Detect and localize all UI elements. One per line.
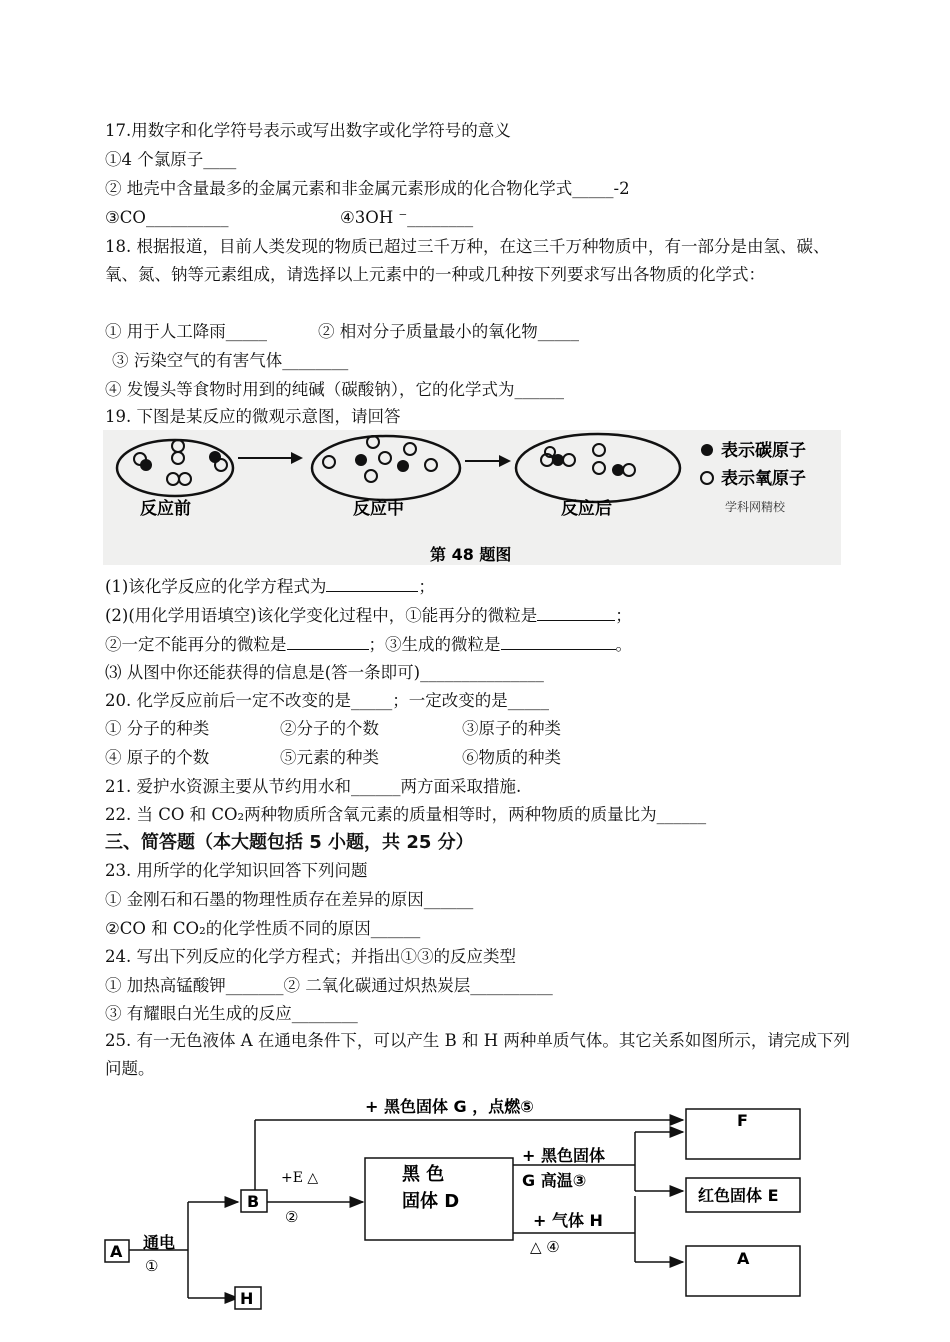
watermark: 学科网精校 [725, 500, 786, 514]
section-3-heading: 三、简答题（本大题包括 5 小题，共 25 分） [105, 832, 474, 853]
q19-title: 19. 下图是某反应的微观示意图，请回答 [105, 407, 401, 426]
box-h-label: H [240, 1289, 254, 1308]
box-f-label: F [737, 1111, 748, 1130]
legend-carbon: 表示碳原子 [721, 441, 806, 461]
label-top: + 黑色固体 G ，点燃⑤ [365, 1097, 534, 1116]
q18-intro: 18. 根据报道，目前人类发现的物质已超过三千万种，在这三千万种物质中，有一部分是由氢、碳、氧、氮、钠等元素组成，请选择以上元素中的一种或几种按下列要求写出各物质的化学式： [105, 237, 830, 284]
label-step2: ② [285, 1208, 299, 1226]
label-gas-h: + 气体 H [533, 1211, 603, 1230]
label-g-high: G 高温③ [522, 1171, 587, 1190]
q20-opt6: ⑥物质的种类 [462, 748, 561, 767]
box-e-label: 红色固体 E [698, 1186, 779, 1205]
q23-title: 23. 用所学的化学知识回答下列问题 [105, 861, 368, 880]
carbon-legend-icon [701, 444, 713, 456]
box-a-left-label: A [110, 1242, 123, 1261]
q18-item1: ① 用于人工降雨_____ [105, 322, 267, 341]
q25-intro: 25. 有一无色液体 A 在通电条件下，可以产生 B 和 H 两种单质气体。其它关系如图所示，请完成下列问题。 [105, 1031, 850, 1078]
q23-item2: ②CO 和 CO₂的化学性质不同的原因______ [105, 919, 421, 938]
oxygen-legend-icon [701, 472, 713, 484]
q17-item4: ④3OH ⁻________ [340, 208, 474, 227]
q17-title: 17.用数字和化学符号表示或写出数字或化学符号的意义 [105, 121, 511, 140]
label-plus-e: +E △ [281, 1170, 319, 1186]
q20-opt2: ②分子的个数 [280, 719, 379, 738]
label-before: 反应前 [140, 499, 191, 519]
box-b-label: B [247, 1192, 260, 1211]
q19-sub1: (1)该化学反应的化学方程式为 ； [105, 577, 435, 596]
q20-opt3: ③原子的种类 [462, 719, 561, 738]
box-d-line2: 固体 D [402, 1191, 460, 1212]
q24-item1: ① 加热高锰酸钾_______② 二氧化碳通过炽热炭层__________ [105, 976, 553, 995]
figure-caption: 第 48 题图 [430, 545, 512, 564]
q19-sub2: (2)(用化学用语填空)该化学变化过程中，①能再分的微粒是 ； [105, 606, 632, 625]
q21: 21. 爱护水资源主要从节约用水和______两方面采取措施. [105, 777, 522, 796]
label-step1: ① [145, 1257, 159, 1275]
q17-item3: ③CO__________ [105, 208, 229, 227]
box-d-line1: 黑 色 [402, 1164, 445, 1185]
flow-diagram [95, 1090, 815, 1330]
reaction-micro-diagram [103, 430, 841, 565]
q20-opt5: ⑤元素的种类 [280, 748, 379, 767]
label-electrolysis: 通电 [143, 1233, 176, 1252]
q19-sub3: ⑶ 从图中你还能获得的信息是(答一条即可)_______________ [105, 663, 544, 682]
label-solid-g: + 黑色固体 [522, 1146, 605, 1165]
box-a-right-label: A [737, 1249, 750, 1268]
q18-item4: ④ 发馒头等食物时用到的纯碱（碳酸钠），它的化学式为______ [105, 380, 564, 399]
q18-item2: ② 相对分子质量最小的氧化物_____ [318, 322, 579, 341]
q24-title: 24. 写出下列反应的化学方程式；并指出①③的反应类型 [105, 947, 516, 966]
q19-sub2b: ②一定不能再分的微粒是 ；③生成的微粒是 。 [105, 635, 632, 654]
label-after: 反应后 [561, 499, 612, 519]
q23-item1: ① 金刚石和石墨的物理性质存在差异的原因______ [105, 890, 474, 909]
q20-title: 20. 化学反应前后一定不改变的是_____；一定改变的是_____ [105, 691, 549, 710]
q17-item2: ② 地壳中含量最多的金属元素和非金属元素形成的化合物化学式_____-2 [105, 179, 630, 198]
q20-opt4: ④ 原子的个数 [105, 748, 210, 767]
q17-item1: ①4 个氯原子____ [105, 150, 237, 169]
label-during: 反应中 [353, 499, 404, 519]
q22: 22. 当 CO 和 CO₂两种物质所含氧元素的质量相等时，两种物质的质量比为______ [105, 805, 707, 824]
q24-item3: ③ 有耀眼白光生成的反应________ [105, 1004, 358, 1023]
legend-oxygen: 表示氧原子 [721, 469, 806, 489]
q18-item3: ③ 污染空气的有害气体________ [112, 351, 349, 370]
ellipse-during [312, 436, 460, 500]
label-heat4: △ ④ [530, 1238, 560, 1256]
q20-opt1: ① 分子的种类 [105, 719, 210, 738]
